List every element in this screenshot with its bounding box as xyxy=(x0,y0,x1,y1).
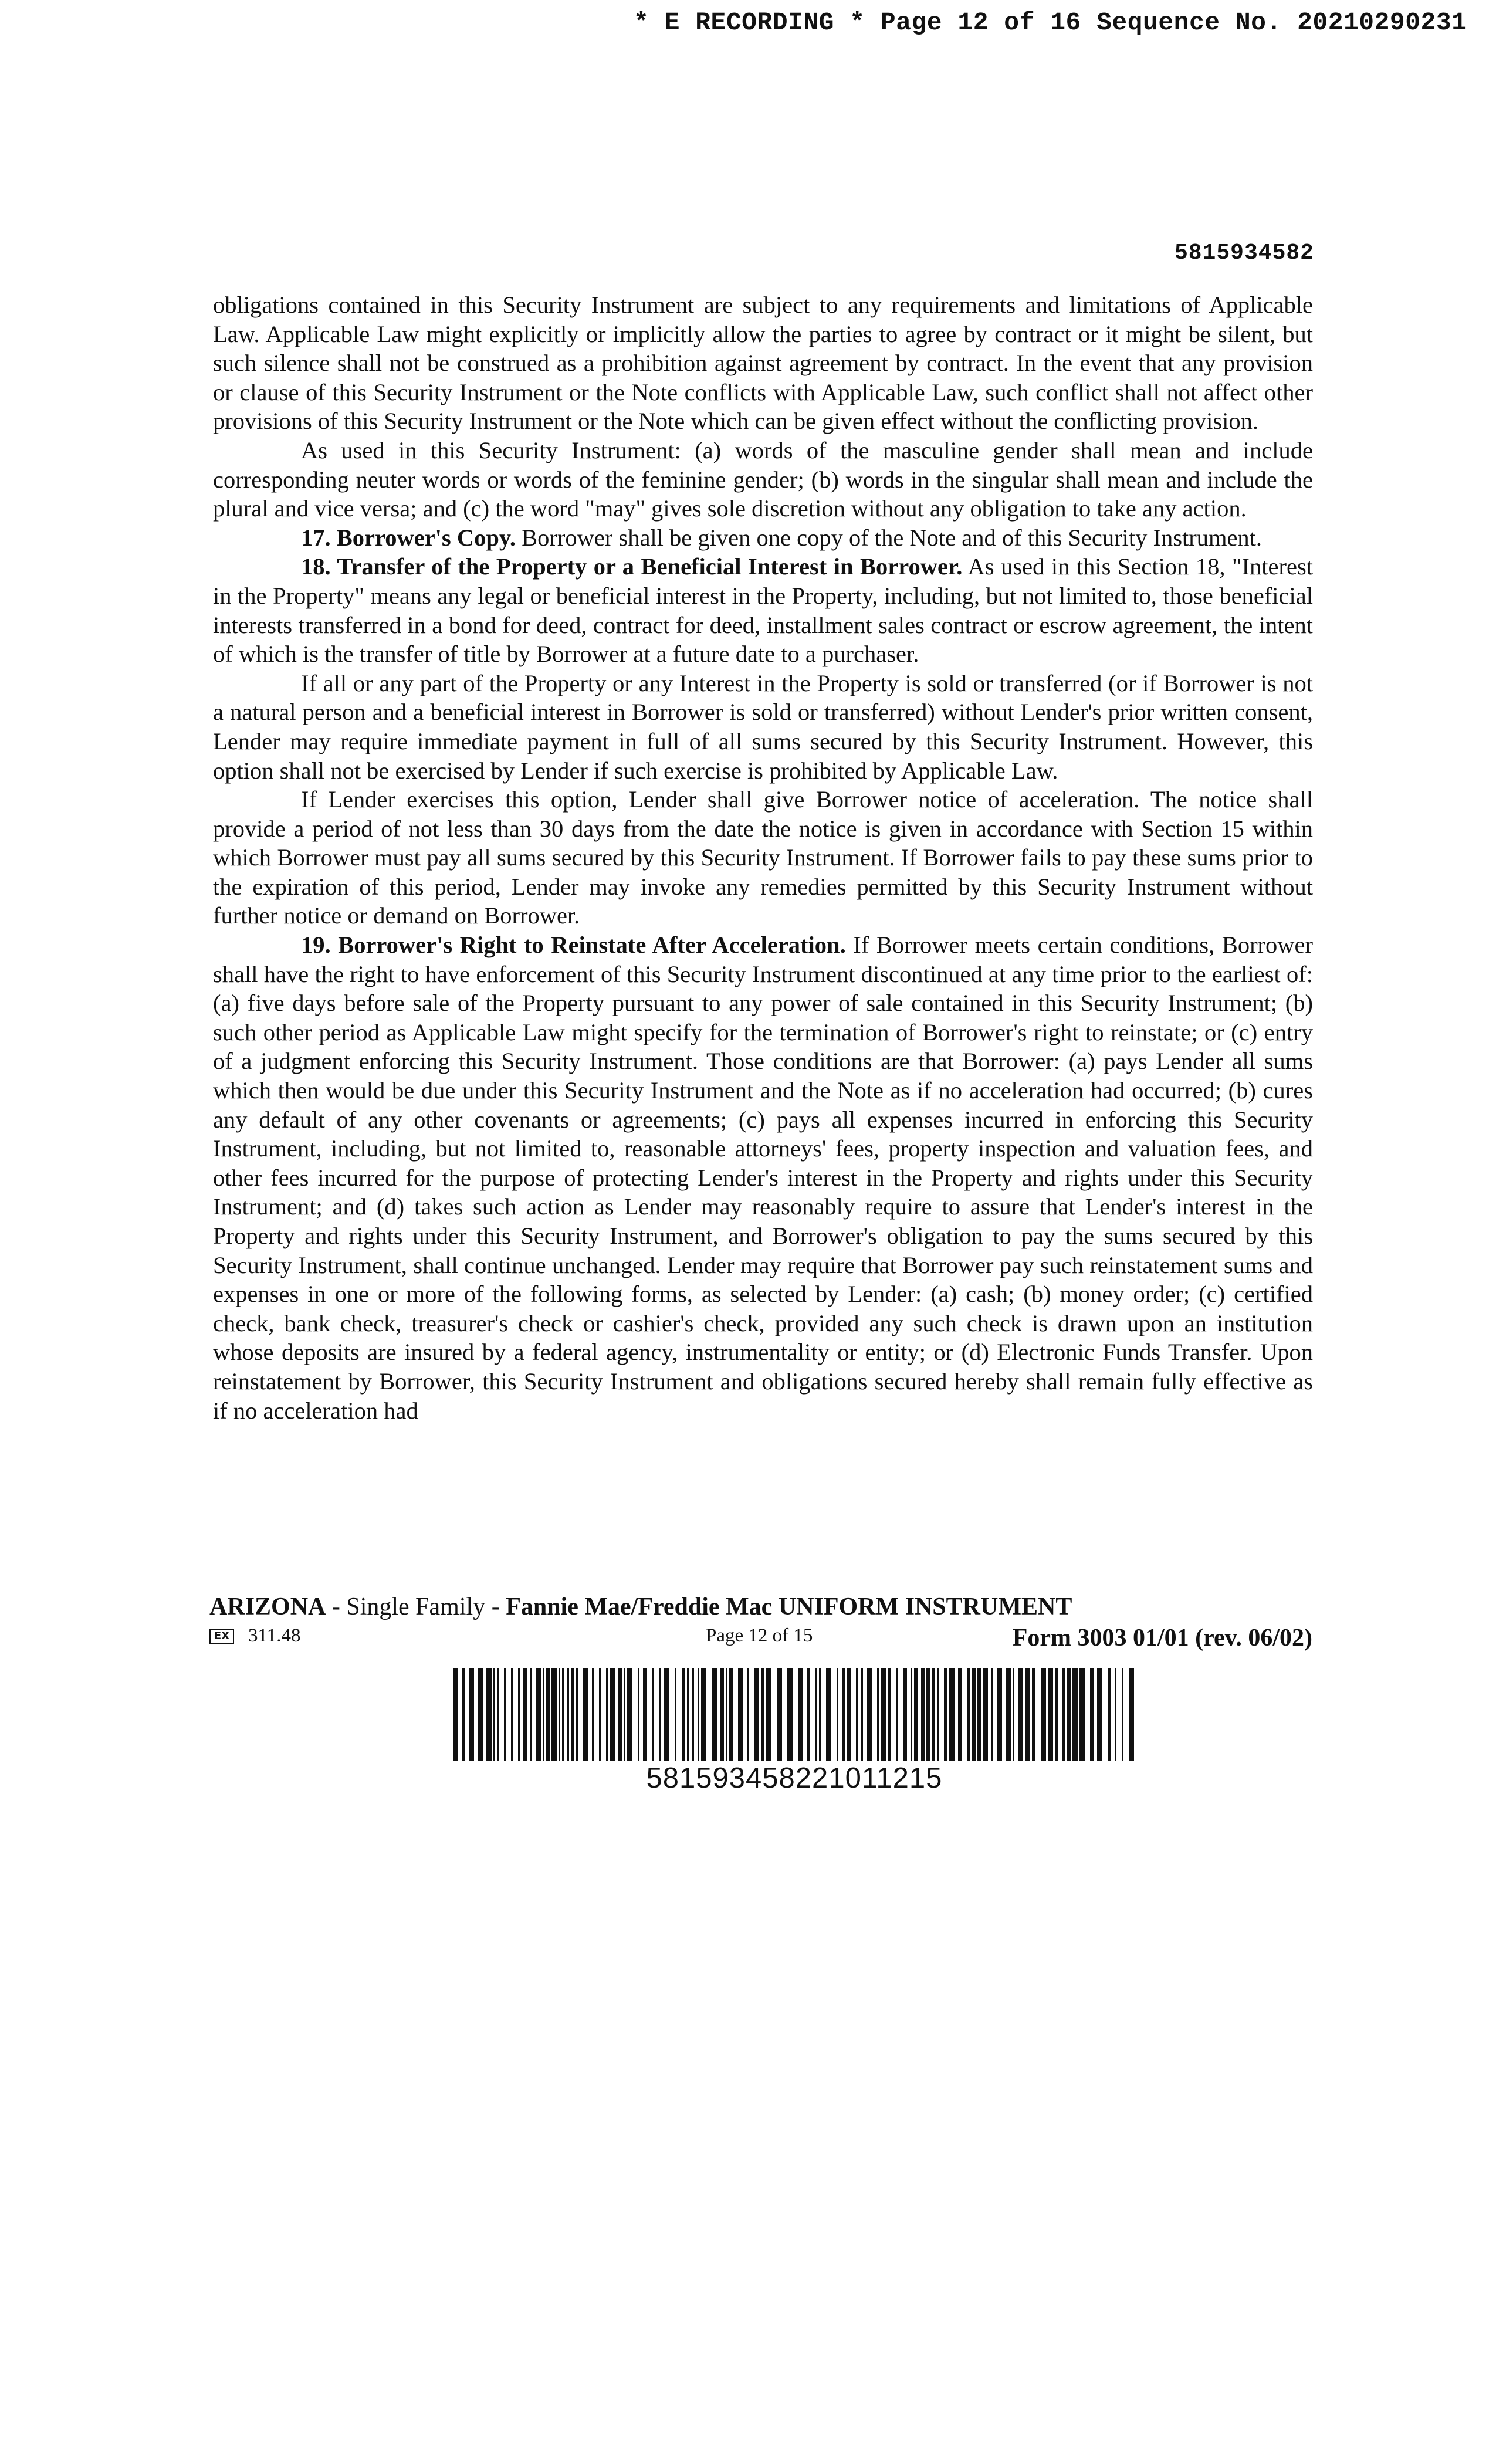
barcode-bar xyxy=(937,1668,939,1761)
barcode-bar xyxy=(536,1668,541,1761)
barcode-bar xyxy=(747,1668,749,1761)
barcode-bar xyxy=(469,1668,474,1761)
barcode-bar xyxy=(712,1668,717,1761)
barcode-bar xyxy=(997,1668,1002,1761)
loan-number: 5815934582 xyxy=(1174,241,1314,266)
barcode-bar xyxy=(729,1668,733,1761)
barcode-bar xyxy=(562,1668,564,1761)
section-19-heading: 19. Borrower's Right to Reinstate After Acceleration. xyxy=(301,932,846,959)
barcode-bar xyxy=(701,1668,706,1761)
barcode-bar xyxy=(618,1668,622,1761)
barcode-bar xyxy=(1032,1668,1035,1761)
barcode-bar xyxy=(551,1668,557,1761)
barcode-bar xyxy=(523,1668,527,1761)
barcode-bar xyxy=(926,1668,930,1761)
barcode-bar xyxy=(726,1668,727,1761)
barcode-bar xyxy=(675,1668,676,1761)
paragraph-gender-usage: As used in this Security Instrument: (a) words of the masculine gender shall mean and include corresponding neuter words or words of the feminine gender; (b) words in the singular shall mean and include the plural and vice versa; and (c) the word "may" gives sole discretion without any obligation to take any action. xyxy=(213,436,1313,522)
footer-separator: - Single Family - xyxy=(326,1593,506,1620)
barcode-bar xyxy=(583,1668,588,1761)
barcode-bar xyxy=(1097,1668,1102,1761)
barcode-bar xyxy=(977,1668,981,1761)
barcode-bar xyxy=(543,1668,544,1761)
barcode-number: 581593458221011215 xyxy=(646,1762,943,1794)
barcode-bar xyxy=(571,1668,574,1761)
barcode-bar xyxy=(606,1668,608,1761)
barcode xyxy=(453,1668,1136,1761)
barcode-bar xyxy=(1108,1668,1111,1761)
barcode-bar xyxy=(972,1668,976,1761)
barcode-bar xyxy=(754,1668,759,1761)
barcode-bar xyxy=(638,1668,639,1761)
barcode-bar xyxy=(983,1668,988,1761)
barcode-bar xyxy=(766,1668,771,1761)
section-18-text: As used in this Section 18, "Interest in the Property" means any legal or beneficial interest in the Property, including, but not limited to, those beneficial interests transferred in a bond for deed, contract for deed, installment sales contract or escrow agreement, the intent of which is the transfer of title by Borrower at a future date to a purchaser. xyxy=(213,553,1313,668)
barcode-bar xyxy=(881,1668,886,1761)
barcode-bar xyxy=(1018,1668,1023,1761)
barcode-bar xyxy=(486,1668,492,1761)
barcode-bar xyxy=(837,1668,838,1761)
barcode-bar xyxy=(576,1668,578,1761)
section-19 xyxy=(213,930,1313,1425)
section-17-text: Borrower shall be given one copy of the Note and of this Security Instrument. xyxy=(515,524,1263,551)
barcode-bar xyxy=(798,1668,803,1761)
barcode-bar xyxy=(599,1668,601,1761)
barcode-bar xyxy=(546,1668,550,1761)
barcode-bar xyxy=(453,1668,458,1761)
footer-title xyxy=(209,1593,1072,1621)
form-code: 311.48 xyxy=(248,1625,301,1646)
barcode-bar xyxy=(1006,1668,1011,1761)
barcode-bar xyxy=(518,1668,520,1761)
footer-state: ARIZONA xyxy=(209,1593,326,1620)
barcode-bar xyxy=(692,1668,694,1761)
barcode-bar xyxy=(777,1668,782,1761)
barcode-bar xyxy=(1129,1668,1134,1761)
barcode-bar xyxy=(1013,1668,1014,1761)
barcode-bar xyxy=(478,1668,483,1761)
barcode-bar xyxy=(687,1668,689,1761)
barcode-bar xyxy=(1048,1668,1053,1761)
barcode-bar xyxy=(1062,1668,1065,1761)
barcode-bar xyxy=(896,1668,898,1761)
barcode-bar xyxy=(807,1668,810,1761)
barcode-bar xyxy=(1072,1668,1078,1761)
barcode-bar xyxy=(1079,1668,1085,1761)
barcode-bar xyxy=(652,1668,654,1761)
barcode-bar xyxy=(1090,1668,1094,1761)
section-17 xyxy=(213,523,1313,553)
section-18-heading: 18. Transfer of the Property or a Beneficial Interest in Borrower. xyxy=(301,553,963,580)
barcode-bar xyxy=(911,1668,912,1761)
barcode-bar xyxy=(682,1668,685,1761)
barcode-bar xyxy=(787,1668,793,1761)
recording-header: * E RECORDING * Page 12 of 16 Sequence No. 20210290231 xyxy=(634,8,1467,37)
barcode-bar xyxy=(1115,1668,1116,1761)
paragraph-continuation: obligations contained in this Security Instrument are subject to any requirements and limitations of Applicable Law. Applicable Law might explicitly or implicitly allow the parties to agree by contract or it might be silent, but such silence shall not be construed as a prohibition against agreement by contract. In the event that any provision or clause of this Security Instrument or the Note conflicts with Applicable Law, such conflict shall not affect other provisions of this Security Instrument or the Note which can be given effect without the conflicting provision. xyxy=(213,292,1313,435)
barcode-bar xyxy=(627,1668,632,1761)
barcode-bar xyxy=(698,1668,699,1761)
form-code-box: EX xyxy=(209,1629,234,1644)
document-body xyxy=(213,290,1313,1425)
form-id: Form 3003 01/01 (rev. 06/02) xyxy=(1012,1624,1312,1651)
barcode-bar xyxy=(1067,1668,1071,1761)
barcode-bar xyxy=(1041,1668,1046,1761)
barcode-bar xyxy=(504,1668,506,1761)
barcode-bar xyxy=(932,1668,935,1761)
barcode-bar xyxy=(567,1668,569,1761)
barcode-bar xyxy=(497,1668,499,1761)
barcode-bar xyxy=(903,1668,907,1761)
barcode-bar xyxy=(643,1668,647,1761)
barcode-bar xyxy=(761,1668,764,1761)
barcode-bar xyxy=(592,1668,594,1761)
barcode-bar xyxy=(610,1668,615,1761)
barcode-bar xyxy=(511,1668,513,1761)
barcode-bar xyxy=(1055,1668,1058,1761)
barcode-bar xyxy=(867,1668,872,1761)
barcode-bar xyxy=(856,1668,858,1761)
barcode-bar xyxy=(877,1668,879,1761)
barcode-bar xyxy=(944,1668,947,1761)
barcode-bar xyxy=(921,1668,925,1761)
barcode-bar xyxy=(958,1668,962,1761)
section-19-text: If Borrower meets certain conditions, Borrower shall have the right to have enforcement of this Security Instrument discontinued at any time prior to the earliest of: (a) five days before sale of the Property pursuant to any power of sale contained in this Security Instrument; (b) such other period as Applicable Law might specify for the termination of Borrower's right to reinstate; or (c) entry of a judgment enforcing this Security Instrument. Those conditions are that Borrower: (a) pays Lender all sums which then would be due under this Security Instrument and the Note as if no acceleration had occurred; (b) cures any default of any other covenants or agreements; (c) pays all expenses incurred in enforcing this Security Instrument, including, but not limited to, reasonable attorneys' fees, property inspection and valuation fees, and other fees incurred for the purpose of protecting Lender's interest in the Property and rights under this Security Instrument; and (d) takes such action as Lender may reasonably require to assure that Lender's interest in the Property and rights under this Security Instrument, and Borrower's obligation to pay the sums secured by this Security Instrument, shall continue unchanged. Lender may require that Borrower pay such reinstatement sums and expenses in one or more of the following forms, as selected by Lender: (a) cash; (b) money order; (c) certified check, bank check, treasurer's check or cashier's check, provided any such check is drawn upon an institution whose deposits are insured by a federal agency, instrumentality or entity; or (d) Electronic Funds Transfer. Upon reinstatement by Borrower, this Security Instrument and obligations secured hereby shall remain fully effective as if no acceleration had xyxy=(213,932,1313,1424)
barcode-bar xyxy=(530,1668,532,1761)
section-17-heading: 17. Borrower's Copy. xyxy=(301,524,516,551)
barcode-bar xyxy=(738,1668,743,1761)
barcode-bar xyxy=(949,1668,955,1761)
barcode-bar xyxy=(842,1668,845,1761)
footer-instrument: Fannie Mae/Freddie Mac UNIFORM INSTRUMENT xyxy=(506,1593,1072,1620)
page-number: Page 12 of 15 xyxy=(706,1625,813,1646)
paragraph-acceleration-notice: If Lender exercises this option, Lender shall give Borrower notice of acceleration. The notice shall provide a period of not less than 30 days from the date the notice is given in accordance with Section 15 within which Borrower must pay all sums secured by this Security Instrument. If Borrower fails to pay these sums prior to the expiration of this period, Lender may invoke any remedies permitted by this Security Instrument without further notice or demand on Borrower. xyxy=(213,786,1313,929)
barcode-bar xyxy=(861,1668,863,1761)
barcode-bar xyxy=(664,1668,669,1761)
barcode-bar xyxy=(1122,1668,1123,1761)
barcode-bar xyxy=(826,1668,831,1761)
barcode-bar xyxy=(720,1668,724,1761)
section-18 xyxy=(213,552,1313,668)
barcode-bar xyxy=(847,1668,851,1761)
barcode-bar xyxy=(914,1668,918,1761)
barcode-bar xyxy=(967,1668,970,1761)
barcode-bar xyxy=(888,1668,891,1761)
barcode-bar xyxy=(991,1668,993,1761)
barcode-bar xyxy=(659,1668,661,1761)
barcode-bar xyxy=(559,1668,560,1761)
paragraph-transfer: If all or any part of the Property or any Interest in the Property is sold or transferred (or if Borrower is not a natural person and a beneficial interest in Borrower is sold or transferred) without Lender's prior written consent, Lender may require immediate payment in full of all sums secured by this Security Instrument. However, this option shall not be exercised by Lender if such exercise is prohibited by Applicable Law. xyxy=(213,669,1313,784)
barcode-bar xyxy=(1025,1668,1030,1761)
barcode-bar xyxy=(624,1668,625,1761)
barcode-bar xyxy=(815,1668,817,1761)
barcode-bar xyxy=(819,1668,821,1761)
barcode-bar xyxy=(493,1668,495,1761)
footer-row xyxy=(209,1624,1312,1653)
barcode-bar xyxy=(462,1668,465,1761)
